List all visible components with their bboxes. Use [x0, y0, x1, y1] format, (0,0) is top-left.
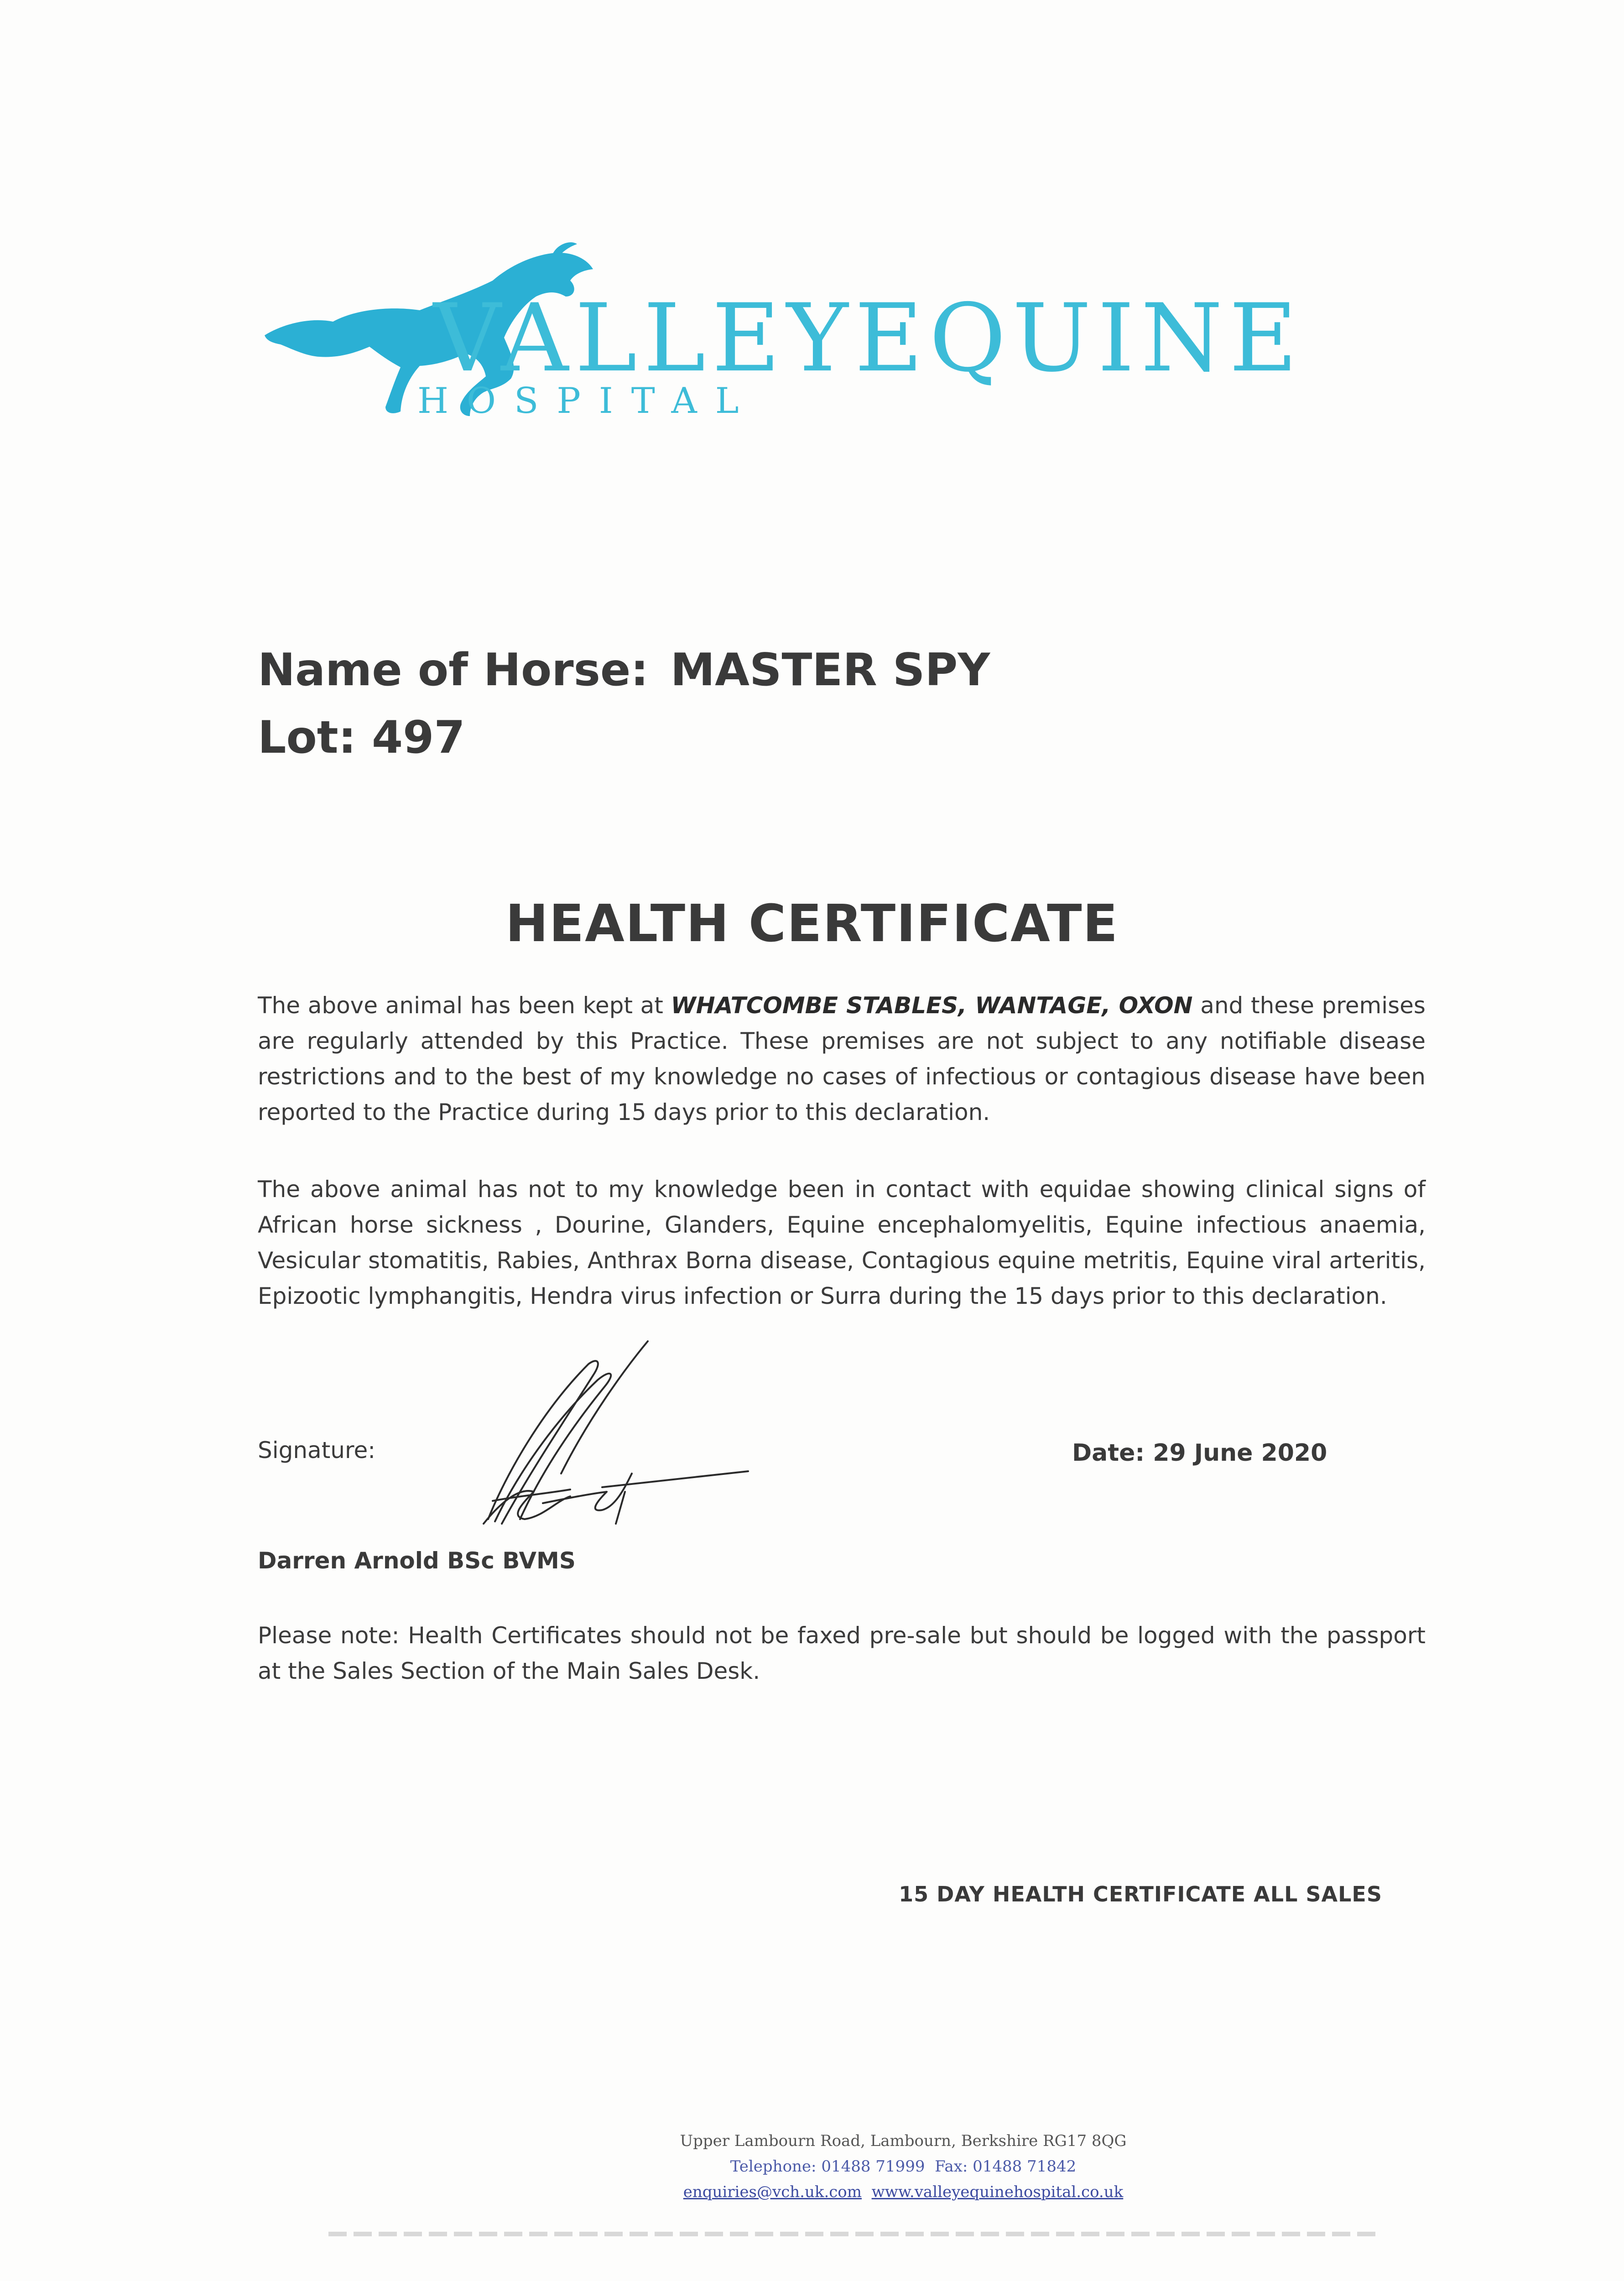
lot-value: 497: [371, 712, 465, 764]
horse-info: [258, 636, 990, 771]
web-line: [529, 2179, 1277, 2205]
certificate-type-label: 15 DAY HEALTH CERTIFICATE ALL SALES: [899, 1882, 1382, 1906]
disease-contact-paragraph: The above animal has not to my knowledge been in contact with equidae showing clinical signs of African horse sickness , Dourine, Glanders, Equine encephalomyelitis, Equine infectious anaemia, Vesicular stomatitis, Rabies, Anthrax Borna disease, Contagious equine metritis, Equine viral arteritis, Epizootic lymphangitis, Hendra virus infection or Surra during the 15 days prior to this declaration.: [258, 1176, 1426, 1309]
phone-label: Telephone:: [730, 2157, 817, 2176]
fine-print-line: [328, 2232, 1378, 2236]
note-paragraph: Please note: Health Certificates should not be faxed pre-sale but should be logged with the passport at the Sales Section of the Main Sales Desk.: [258, 1622, 1426, 1684]
fax-number: 01488 71842: [973, 2157, 1077, 2176]
phone-number: 01488 71999: [821, 2157, 925, 2176]
premises-name: WHATCOMBE STABLES, WANTAGE, OXON: [671, 992, 1193, 1019]
contact-line: [529, 2154, 1277, 2179]
website-link[interactable]: www.valleyequinehospital.co.uk: [871, 2183, 1124, 2201]
horse-name-label: Name of Horse:: [258, 644, 649, 696]
premises-paragraph: [258, 988, 1426, 1130]
email-link[interactable]: enquiries@vch.uk.com: [683, 2183, 862, 2201]
signature-label: Signature:: [258, 1437, 376, 1463]
lot-label: Lot:: [258, 712, 356, 764]
clinic-logo: [255, 237, 1304, 429]
address-line: Upper Lambourn Road, Lambourn, Berkshire RG17 8QG: [680, 2132, 1127, 2150]
horse-name-row: [258, 636, 990, 704]
date-label: Date:: [1072, 1439, 1145, 1467]
clinic-address: [529, 2128, 1277, 2205]
certificate-title: HEALTH CERTIFICATE: [505, 894, 1119, 953]
premises-paragraph-intro: The above animal has been kept at: [258, 992, 671, 1019]
date-block: [1072, 1439, 1327, 1467]
logo-subtitle: HOSPITAL: [417, 380, 757, 422]
logo-wordmark: VALLEYEQUINE: [433, 284, 1304, 393]
fax-label: Fax:: [935, 2157, 968, 2176]
signer-name: Darren Arnold BSc BVMS: [258, 1547, 576, 1574]
date-value: 29 June 2020: [1153, 1439, 1327, 1467]
lot-row: [258, 704, 990, 771]
horse-name-value: MASTER SPY: [670, 644, 990, 696]
handwritten-signature: [452, 1337, 771, 1537]
premises-paragraph-rest: and these premises are regularly attended by this Practice. These premises are not subject to any notifiable disease restrictions and to the best of my knowledge no cases of infectious or contagious disease have been reported to the Practice during 15 days prior to this declaration.: [258, 992, 1426, 1125]
